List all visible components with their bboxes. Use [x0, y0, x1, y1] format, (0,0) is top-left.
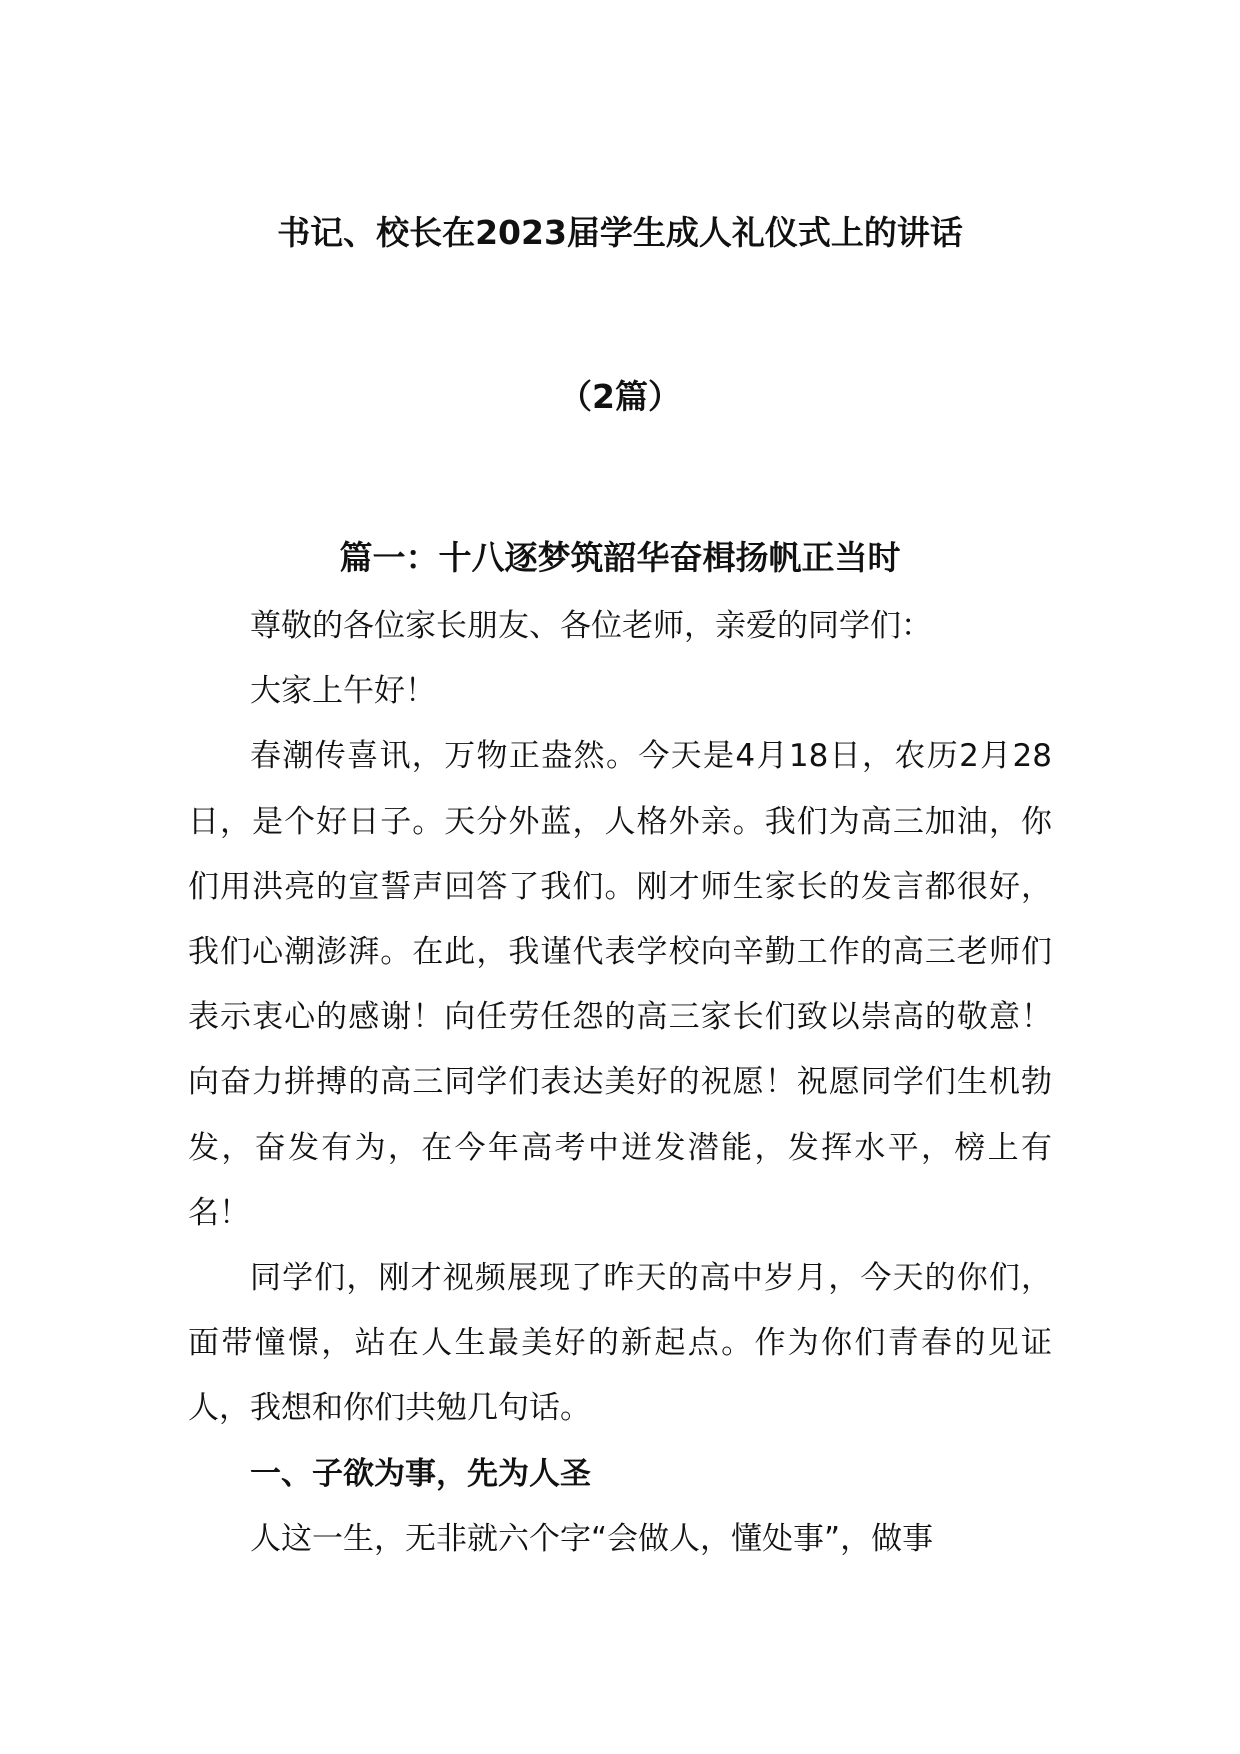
body-paragraph: 春潮传喜讯，万物正盎然。今天是4月18日，农历2月28日，是个好日子。天分外蓝，人格外亲。我们为高三加油，你们用洪亮的宣誓声回答了我们。刚才师生家长的发言都很好，我们心潮澎湃。在此，我谨代表学校向辛勤工作的高三老师们表示衷心的感谢！向任劳任怨的高三家长们致以崇高的敬意！向奋力拼搏的高三同学们表达美好的祝愿！祝愿同学们生机勃发，奋发有为，在今年高考中迸发潜能，发挥水平，榜上有名！: [188, 738, 1052, 1231]
document-subtitle: （2篇）: [559, 377, 681, 416]
document-title: 书记、校长在2023届学生成人礼仪式上的讲话: [277, 213, 963, 252]
greeting-paragraph: 大家上午好！: [250, 673, 436, 710]
body-paragraph: 人这一生，无非就六个字“会做人，懂处事”，做事: [250, 1520, 934, 1557]
salutation-paragraph: 尊敬的各位家长朋友、各位老师，亲爱的同学们：: [250, 608, 932, 644]
document-body: [188, 594, 1052, 1572]
body-paragraph: 同学们，刚才视频展现了昨天的高中岁月，今天的你们，面带憧憬，站在人生最美好的新起点。作为你们青春的见证人，我想和你们共勉几句话。: [188, 1260, 1052, 1427]
section-title: 篇一：十八逐梦筑韶华奋楫扬帆正当时: [339, 538, 901, 577]
section-heading: 一、子欲为事，先为人圣: [250, 1455, 591, 1492]
